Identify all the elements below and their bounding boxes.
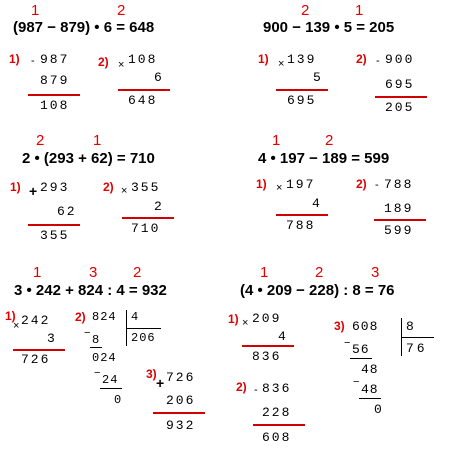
result-line <box>122 217 174 219</box>
division-bar <box>127 328 161 329</box>
expression: (987 − 879) • 6 = 648 <box>13 19 155 36</box>
operator-sign: × <box>276 182 283 194</box>
operator-sign: × <box>13 320 20 332</box>
step-label: 2) <box>75 310 86 324</box>
order-mark: 2 <box>133 264 142 281</box>
operand: 788 <box>384 177 414 192</box>
operand: 726 <box>166 370 196 385</box>
operator-sign: × <box>121 185 128 197</box>
step-label: 1) <box>256 177 267 191</box>
result-line <box>28 94 80 96</box>
division-work: 48 <box>361 382 379 397</box>
order-mark: 3 <box>371 264 380 281</box>
operand: 4 <box>312 196 322 211</box>
order-mark: 2 <box>301 2 310 19</box>
minus-sign: − <box>353 376 360 388</box>
operand: 293 <box>40 180 70 195</box>
step-label: 1) <box>5 309 16 323</box>
result-line <box>276 89 328 91</box>
operator-sign: - <box>375 179 379 191</box>
operand: 900 <box>385 52 415 67</box>
operator-sign: + <box>156 375 165 391</box>
result-line <box>253 424 305 426</box>
result: 608 <box>262 430 292 445</box>
operator-sign: - <box>376 55 380 67</box>
result-line <box>28 224 80 226</box>
division-bar <box>402 337 434 338</box>
result: 836 <box>252 349 282 364</box>
order-mark: 2 <box>36 132 45 149</box>
step-label: 1) <box>258 52 269 66</box>
operand: 139 <box>287 52 317 67</box>
step-label: 2) <box>236 380 247 394</box>
operand: 987 <box>40 52 70 67</box>
order-mark: 2 <box>325 132 334 149</box>
result: 710 <box>131 221 161 236</box>
result-line <box>118 89 170 91</box>
result: 788 <box>286 218 316 233</box>
order-mark: 3 <box>89 264 98 281</box>
division-work: 0 <box>114 393 124 407</box>
operand: 2 <box>154 199 164 214</box>
operand: 108 <box>128 52 158 67</box>
expression: 2 • (293 + 62) = 710 <box>22 150 155 167</box>
operand: 3 <box>47 331 57 346</box>
operator-sign: - <box>31 55 35 67</box>
quotient: 76 <box>406 341 428 356</box>
result: 932 <box>166 418 196 433</box>
result-line <box>13 349 65 351</box>
order-mark: 1 <box>272 132 281 149</box>
step-label: 3) <box>334 319 345 333</box>
operator-sign: + <box>29 183 38 199</box>
work-line <box>100 388 122 389</box>
operand: 355 <box>131 180 161 195</box>
division-work: 56 <box>352 342 370 357</box>
step-label: 2) <box>356 177 367 191</box>
operand: 189 <box>384 201 414 216</box>
operand: 6 <box>154 70 164 85</box>
division-work: 0 <box>374 402 384 417</box>
operand: 62 <box>57 204 77 219</box>
operator-sign: × <box>118 59 125 71</box>
step-label: 2) <box>98 55 109 69</box>
order-mark: 1 <box>260 264 269 281</box>
operand: 206 <box>166 393 196 408</box>
expression: 4 • 197 − 189 = 599 <box>258 150 390 167</box>
minus-sign: − <box>344 337 351 349</box>
operator-sign: × <box>278 58 285 70</box>
dividend: 824 <box>92 310 117 324</box>
step-label: 2) <box>103 180 114 194</box>
minus-sign: − <box>84 327 91 339</box>
quotient: 206 <box>131 331 156 345</box>
result-line <box>276 214 328 216</box>
dividend: 608 <box>352 319 379 334</box>
order-mark: 1 <box>33 264 42 281</box>
order-mark: 1 <box>31 2 40 19</box>
expression: (4 • 209 − 228) : 8 = 76 <box>240 282 395 299</box>
division-work: 24 <box>102 373 119 387</box>
result: 355 <box>40 228 70 243</box>
order-mark: 1 <box>355 2 364 19</box>
operand: 879 <box>40 73 70 88</box>
divisor: 4 <box>131 310 141 324</box>
operator-sign: - <box>254 384 258 396</box>
operand: 5 <box>313 70 323 85</box>
divisor: 8 <box>406 319 416 334</box>
order-mark: 1 <box>93 132 102 149</box>
result: 726 <box>21 352 51 367</box>
operand: 836 <box>262 381 292 396</box>
division-work: 024 <box>92 351 117 365</box>
operand: 197 <box>286 177 316 192</box>
operand: 209 <box>252 311 282 326</box>
result: 108 <box>40 98 70 113</box>
minus-sign: − <box>94 367 101 379</box>
result-line <box>375 96 427 98</box>
work-line <box>359 398 381 399</box>
operator-sign: × <box>242 317 249 329</box>
step-label: 2) <box>356 52 367 66</box>
result: 599 <box>384 223 414 238</box>
operand: 242 <box>21 313 51 328</box>
result-line <box>374 219 426 221</box>
result: 695 <box>287 93 317 108</box>
operand: 4 <box>278 329 288 344</box>
expression: 3 • 242 + 824 : 4 = 932 <box>14 282 167 299</box>
step-label: 1) <box>228 312 239 326</box>
step-label: 1) <box>9 52 20 66</box>
operand: 228 <box>262 405 292 420</box>
step-label: 1) <box>10 180 21 194</box>
expression: 900 − 139 • 5 = 205 <box>263 19 395 36</box>
work-line <box>350 358 372 359</box>
order-mark: 2 <box>315 264 324 281</box>
division-work: 8 <box>92 333 102 347</box>
work-line <box>90 347 102 348</box>
result: 205 <box>385 100 415 115</box>
order-mark: 2 <box>117 2 126 19</box>
division-work: 48 <box>361 362 379 377</box>
result-line <box>242 345 294 347</box>
result-line <box>153 412 205 414</box>
result: 648 <box>128 93 158 108</box>
step-label: 3) <box>146 367 157 381</box>
operand: 695 <box>385 77 415 92</box>
